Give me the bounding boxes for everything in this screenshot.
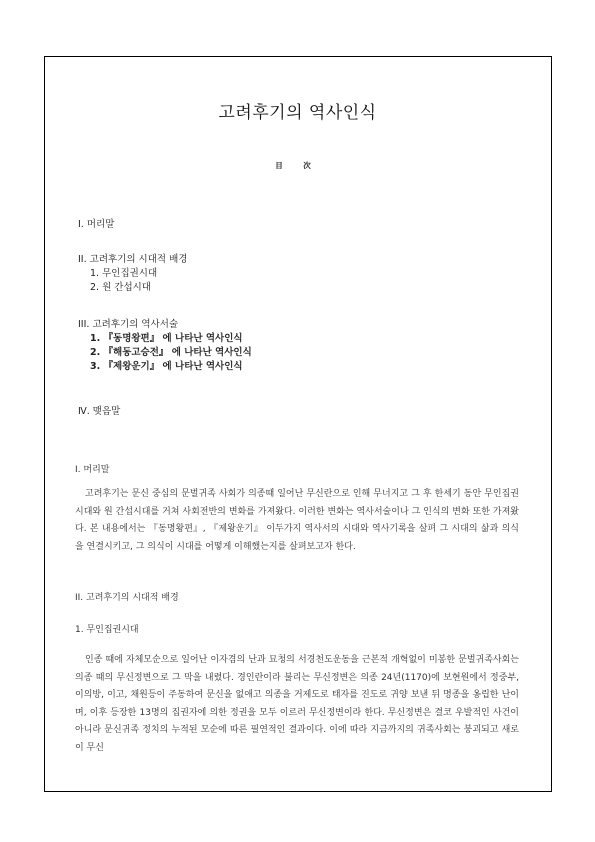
- toc-item-2: [78, 253, 187, 295]
- toc-label: I. 머리말: [78, 219, 115, 230]
- section-heading: II. 고려후기의 시대적 배경: [75, 593, 179, 603]
- toc-label: II. 고려후기의 시대적 배경: [78, 254, 188, 265]
- toc-subitem: 2. 원 간섭시대: [90, 282, 151, 293]
- toc-item-1: [78, 218, 114, 232]
- section-heading: I. 머리말: [75, 465, 110, 475]
- toc-subitem: 2. 『해동고승전』 에 나타난 역사인식: [90, 347, 252, 358]
- toc-label: Ⅳ. 맺음말: [78, 406, 121, 417]
- subsection-heading: 1. 무인집권시대: [75, 625, 139, 635]
- toc-item-3: [78, 318, 252, 374]
- toc-subitem: 1. 무인집권시대: [90, 268, 158, 279]
- toc-label: III. 고려후기의 역사서술: [78, 319, 179, 330]
- document-title: 고려후기의 역사인식: [218, 103, 377, 123]
- section-paragraph: 인종 때에 자체모순으로 일어난 이자겸의 난과 묘청의 서경천도운동을 근본적 개혁없이 미봉한 문벌귀족사회는 의종 때의 무신정변으로 그 막을 내렸다. 경인란이라 불리는 무신정변은 의종 24년(1170)에 보현원에서 정중부, 이의방, 이고, 채원등이 주동하여 문신을 없애고 의종을 거제도로 태자를 진도로 귀양 보낸 뒤 명종을 옹립한 난이며, 이후 등장한 13명의 집권자에 의한 정권을 모두 이르러 무신정변이라 한다. 무신정변은 결코 우발적인 사건이 아니라 문신귀족 정치의 누적된 모순에 따른 필연적인 결과이다. 이에 따라 지금까지의 귀족사회는 붕괴되고 새로이 무신: [75, 655, 519, 753]
- toc-heading: 目 次: [275, 161, 320, 170]
- section-paragraph: 고려후기는 문신 중심의 문벌귀족 사회가 의종때 일어난 무신란으로 인해 무너지고 그 후 한세기 동안 무인집권시대와 원 간섭시대를 거쳐 사회전반의 변화를 가져왔다. 이러한 변화는 역사서술이나 그 인식의 변화 또한 가져왔다. 본 내용에서는 『동명왕편』, 『제왕운기』 이두가지 역사서의 시대와 역사기록을 살펴 그 시대의 삶과 의식을 연결시키고, 그 의식이 시대를 어떻게 이해했는지를 살펴보고자 한다.: [75, 489, 519, 552]
- toc-item-4: [78, 405, 120, 419]
- toc-subitem: 1. 『동명왕편』 에 나타난 역사인식: [90, 333, 243, 344]
- toc-subitem: 3. 『제왕운기』 에 나타난 역사인식: [90, 361, 243, 372]
